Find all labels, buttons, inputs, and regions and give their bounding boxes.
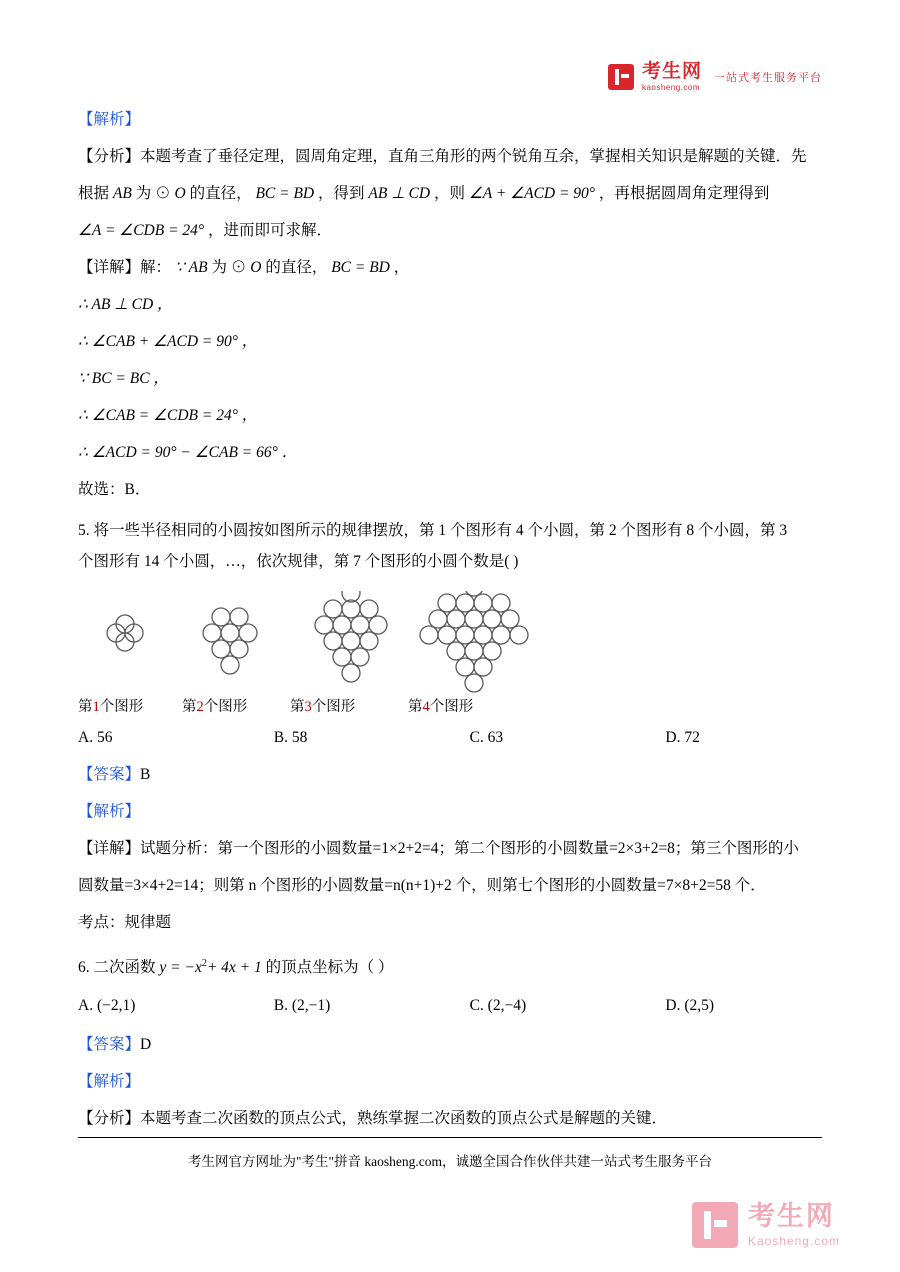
option-c[interactable]: C. 63 — [469, 729, 504, 746]
option-a[interactable]: A. 56 — [78, 729, 113, 746]
question-6-line1 — [78, 948, 822, 983]
answer-tag: 【答案】 — [78, 766, 141, 783]
math-O: O — [250, 259, 262, 276]
question-6-answer — [78, 1029, 822, 1060]
caption-suffix: 个图形 — [311, 699, 356, 715]
option-b[interactable]: B. (2,−1) — [273, 997, 331, 1015]
solution-analysis-line2 — [78, 178, 822, 209]
solution-step-3: ∵ BC = BC ， — [78, 370, 169, 387]
document-body — [78, 104, 822, 1140]
option-b[interactable]: B. 58 — [273, 729, 308, 746]
caption-suffix: 个图形 — [429, 699, 474, 715]
jiexi-tag: 【解析】 — [78, 111, 141, 128]
math-y-expr-cont: + 4x + 1 — [206, 959, 262, 977]
logo-text — [642, 62, 702, 92]
question-6-analysis: 【分析】本题考查二次函数的顶点公式，熟练掌握二次函数的顶点公式是解题的关键． — [78, 1110, 668, 1128]
math-y-expr: y = −x — [159, 959, 202, 977]
jiexi-tag: 【解析】 — [78, 803, 141, 820]
answer-tag: 【答案】 — [78, 1036, 141, 1054]
math-AB: ∵ AB — [174, 259, 208, 276]
math-AB-perp-CD: AB ⊥ CD — [368, 185, 431, 202]
solution-step-4: ∴ ∠CAB = ∠CDB = 24° ， — [78, 407, 258, 424]
logo-title: 考生网 — [641, 61, 702, 82]
option-d[interactable]: D. (2,5) — [665, 997, 715, 1015]
math-angle-sum: ∠A + ∠ACD = 90° — [468, 185, 596, 202]
caption-number: 4 — [422, 699, 430, 715]
question-5-answer — [78, 759, 822, 790]
text-seg: ， — [393, 259, 410, 276]
text-seg: ，则 — [434, 185, 466, 202]
caption-number: 3 — [304, 699, 312, 715]
caption-suffix: 个图形 — [203, 699, 248, 715]
solution-detail-line1 — [78, 252, 822, 283]
solution-analysis-line3 — [78, 215, 822, 246]
footer-divider — [78, 1137, 822, 1138]
watermark-text — [748, 1203, 840, 1247]
circle-symbol: ⊙ — [230, 259, 247, 276]
question-5-line2: 个图形有 14 个小圆，…，依次规律，第 7 个图形的小圆个数是( ) — [78, 553, 519, 570]
watermark-domain: Kaosheng.com — [747, 1234, 840, 1248]
text-seg: 【详解】解： — [78, 259, 172, 276]
solution-analysis: 【分析】本题考查了垂径定理，圆周角定理，直角三角形的两个锐角互余，掌握相关知识是解题的关键．先 — [78, 148, 807, 165]
question-6-options — [78, 991, 822, 1021]
math-O: O — [174, 185, 186, 202]
question-5-detail-line2: 圆数量=3×4+2=14；则第 n 个图形的小圆数量=n(n+1)+2 个，则第七个图形的小圆数量=7×8+2=58 个． — [78, 877, 766, 894]
question-5-number: 5. — [78, 522, 90, 539]
question-6-text-d: 的顶点坐标为（ ） — [265, 959, 394, 977]
question-6-jiexi-label — [78, 1066, 822, 1097]
option-a[interactable]: A. (−2,1) — [78, 997, 136, 1015]
jiexi-tag: 【解析】 — [78, 1073, 141, 1091]
circle-symbol: ⊙ — [155, 185, 171, 202]
answer-value: B — [140, 766, 151, 783]
watermark-title: 考生网 — [747, 1201, 835, 1231]
page-footer: 考生网官方网址为"考生"拼音 kaosheng.com，诚邀全国合作伙伴共建一站式考生服务平台 — [187, 1154, 712, 1169]
figure-caption-3 — [290, 695, 355, 716]
text-seg: ，进而即可求解． — [207, 222, 332, 239]
solution-choose: 故选：B． — [78, 481, 151, 498]
caption-prefix: 第 — [182, 699, 197, 715]
solution-jiexi-label — [78, 104, 822, 135]
text-seg: 为 — [211, 259, 227, 276]
solution-step-1: ∴ AB ⊥ CD ， — [78, 296, 173, 313]
math-BC-eq-BD: BC = BD — [331, 259, 390, 276]
watermark-logo — [692, 1202, 840, 1248]
circle-pattern-diagram — [78, 591, 822, 699]
question-5-text: 将一些半径相同的小圆按如图所示的规律摆放，第 1 个图形有 4 个小圆，第 2 个图形有 8 个小圆，第 3 — [93, 522, 788, 539]
text-seg: 的直径， — [265, 259, 328, 276]
math-angle-A: ∠A = ∠CDB = 24° — [78, 222, 205, 239]
math-exponent: 2 — [201, 958, 207, 969]
text-seg: 根据 — [78, 185, 110, 202]
logo-icon — [608, 64, 634, 90]
question-6-number: 6. — [78, 959, 90, 977]
text-seg: ，得到 — [318, 185, 365, 202]
question-5-line1 — [78, 515, 822, 546]
logo-domain: kaosheng.com — [641, 83, 701, 92]
answer-value: D — [140, 1036, 152, 1054]
figure-caption-4 — [408, 695, 473, 716]
caption-prefix: 第 — [290, 699, 305, 715]
math-AB: AB — [112, 185, 132, 202]
solution-step-5: ∴ ∠ACD = 90° − ∠CAB = 66° ． — [78, 444, 298, 461]
question-5-figure — [78, 591, 822, 715]
question-5-detail-line1: 【详解】试题分析：第一个图形的小圆数量=1×2+2=4；第二个图形的小圆数量=2×3+2=8；第三个图形的小 — [78, 840, 799, 857]
figure-caption-2 — [182, 695, 247, 716]
math-BC-eq-BD: BC = BD — [255, 185, 315, 202]
figure-caption-1 — [78, 695, 143, 716]
question-5-jiexi-label — [78, 796, 822, 827]
question-5-options — [78, 723, 822, 753]
site-logo — [608, 62, 822, 92]
logo-slogan: 一站式考生服务平台 — [714, 72, 822, 84]
caption-suffix: 个图形 — [99, 699, 144, 715]
question-6-text-a: 二次函数 — [93, 959, 156, 977]
text-seg: 的直径， — [189, 185, 252, 202]
option-d[interactable]: D. 72 — [665, 729, 700, 746]
caption-prefix: 第 — [408, 699, 423, 715]
watermark-icon — [692, 1202, 738, 1248]
question-5-kaodian: 考点：规律题 — [78, 914, 172, 931]
text-seg: 为 — [135, 185, 152, 202]
caption-prefix: 第 — [78, 699, 93, 715]
solution-step-2: ∴ ∠CAB + ∠ACD = 90° ， — [78, 333, 258, 350]
caption-number: 2 — [196, 699, 204, 715]
caption-number: 1 — [92, 699, 100, 715]
text-seg: ，再根据圆周角定理得到 — [598, 185, 770, 202]
option-c[interactable]: C. (2,−4) — [469, 997, 527, 1015]
